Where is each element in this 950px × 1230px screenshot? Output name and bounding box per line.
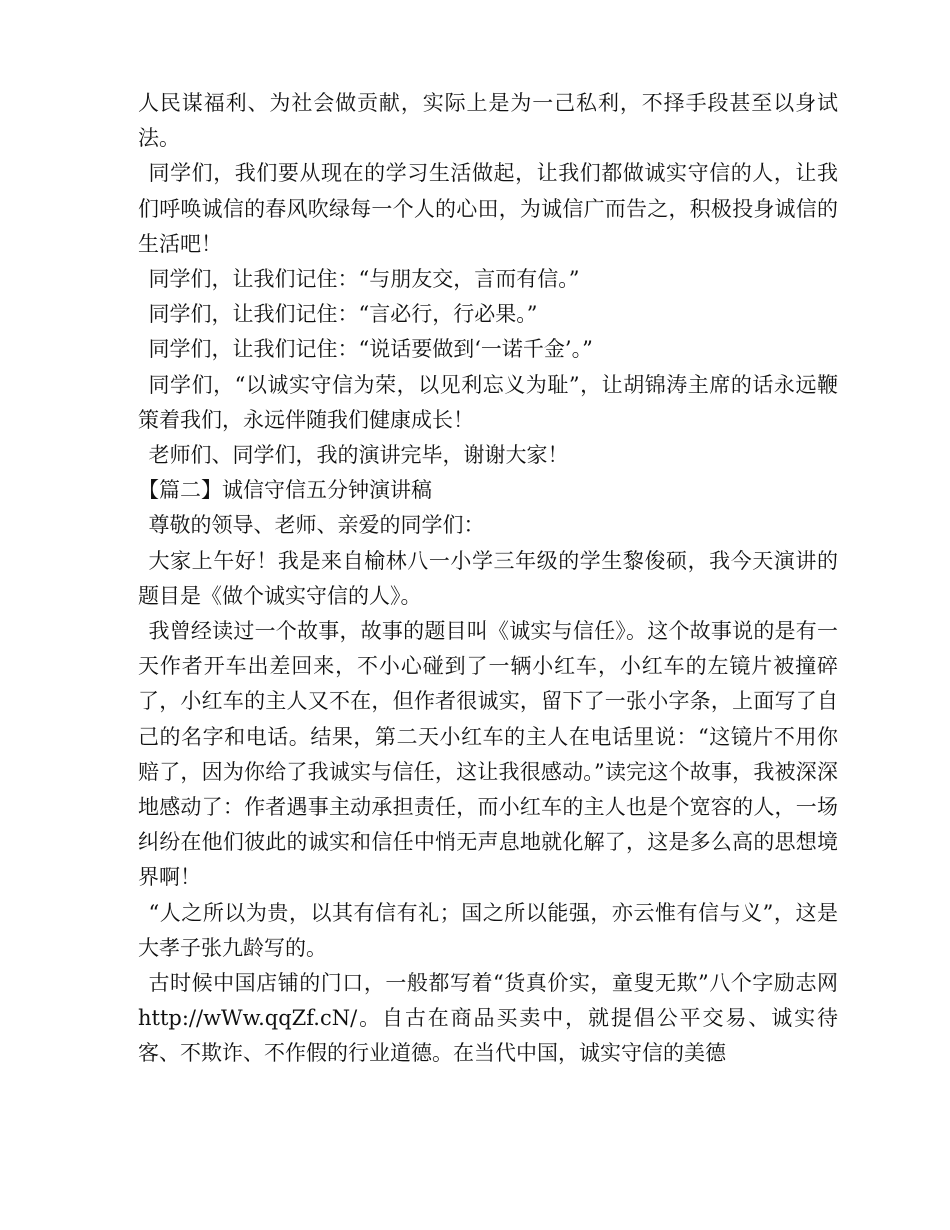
- paragraph: 同学们，让我们记住：“说话要做到‘一诺千金’。”: [148, 337, 593, 362]
- paragraph: 古时候中国店铺的门口，一般都写着“货真价实，童叟无欺”八个字励志网 http://wWw.qqZf.cN/。自古在商品买卖中，就提倡公平交易、诚实待客、不欺诈、不作假的行业道德。在当代中国，诚实守信的美德: [138, 971, 838, 1066]
- paragraph: 同学们，让我们记住：“言必行，行必果。”: [148, 302, 538, 327]
- paragraph: 同学们，让我们记住：“与朋友交，言而有信。”: [148, 267, 580, 292]
- paragraph: 大家上午好！我是来自榆林八一小学三年级的学生黎俊硕，我今天演讲的题目是《做个诚实守信的人》。: [138, 548, 838, 608]
- section-heading: 【篇二】诚信守信五分钟演讲稿: [138, 478, 432, 503]
- paragraph: 我曾经读过一个故事，故事的题目叫《诚实与信任》。这个故事说的是有一天作者开车出差回来，不小心碰到了一辆小红车，小红车的左镜片被撞碎了，小红车的主人又不在，但作者很诚实，留下了一张小字条，上面写了自己的名字和电话。结果，第二天小红车的主人在电话里说：“这镜片不用你赔了，因为你给了我诚实与信任，这让我很感动。”读完这个故事，我被深深地感动了：作者遇事主动承担责任，而小红车的主人也是个宽容的人，一场纠纷在他们彼此的诚实和信任中悄无声息地就化解了，这是多么高的思想境界啊！: [138, 619, 838, 890]
- document-body: [138, 86, 838, 1072]
- salutation: 尊敬的领导、老师、亲爱的同学们：: [148, 513, 485, 538]
- paragraph: 同学们，我们要从现在的学习生活做起，让我们都做诚实守信的人，让我们呼唤诚信的春风吹绿每一个人的心田，为诚信广而告之，积极投身诚信的生活吧！: [138, 161, 838, 256]
- paragraph-continuation: 人民谋福利、为社会做贡献，实际上是为一己私利，不择手段甚至以身试法。: [138, 91, 838, 151]
- paragraph: 同学们，“以诚实守信为荣，以见利忘义为耻”，让胡锦涛主席的话永远鞭策着我们，永远伴随我们健康成长！: [138, 372, 838, 432]
- paragraph: 老师们、同学们，我的演讲完毕，谢谢大家！: [148, 443, 569, 468]
- paragraph: “人之所以为贵，以其有信有礼；国之所以能强，亦云惟有信与义”，这是大孝子张九龄写的。: [138, 900, 838, 960]
